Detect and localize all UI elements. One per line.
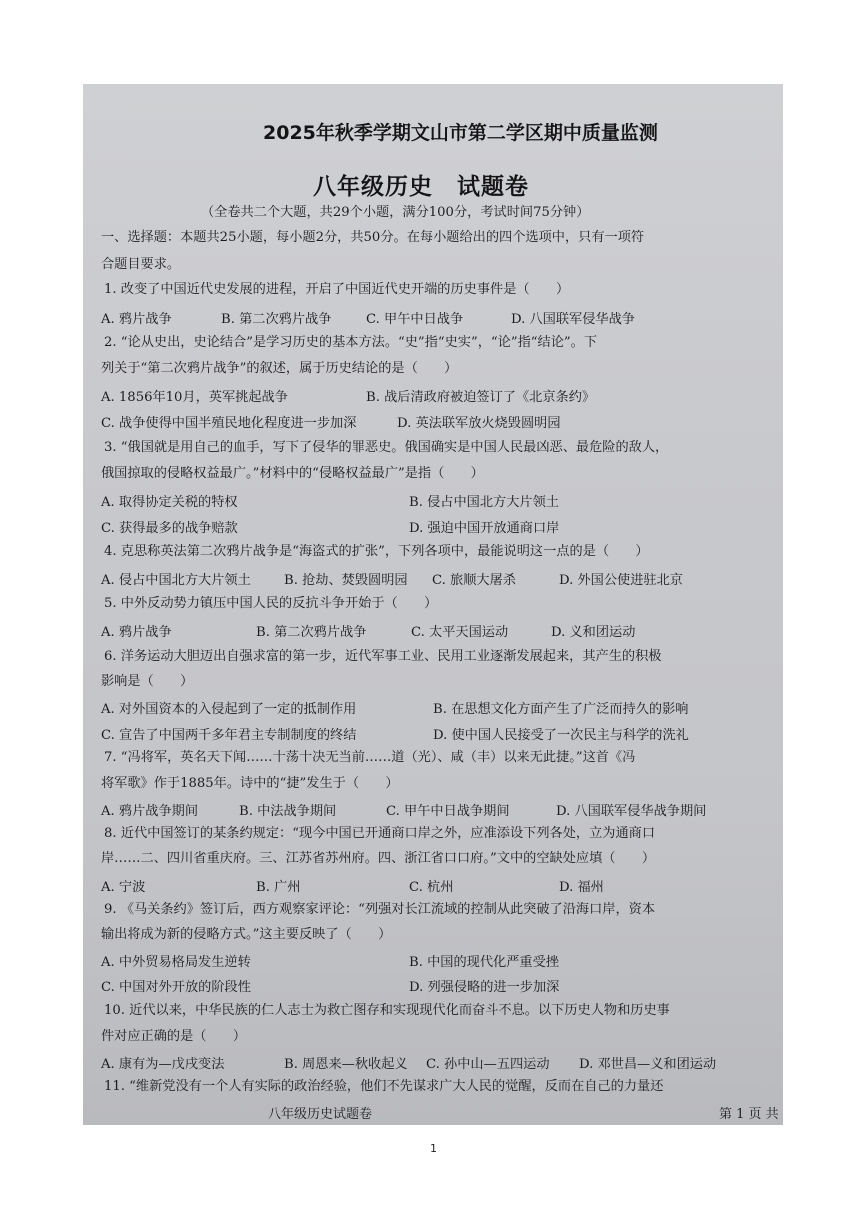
option-a: A. 鸦片战争期间: [101, 804, 199, 819]
option-c: C. 甲午中日战争期间: [386, 804, 510, 819]
option-d: D. 外国公使进驻北京: [559, 573, 683, 588]
question-9-options-ab: [101, 951, 771, 969]
option-a: A. 侵占中国北方大片领土: [101, 573, 251, 588]
question-8-options: [101, 876, 771, 894]
question-2-options-cd: [101, 412, 771, 430]
scanned-exam-page: [83, 84, 783, 1125]
option-b: B. 周恩来—秋收起义: [284, 1057, 408, 1072]
question-10-options: [101, 1053, 771, 1071]
question-4-stem: 4. 克思称英法第二次鸦片战争是“海盗式的扩张”，下列各项中，最能说明这一点的是（ ）: [104, 544, 649, 559]
footer-page-indicator: 第 1 页 共: [719, 1107, 779, 1122]
question-7-options: [101, 800, 771, 818]
question-7-stem: 7. “冯将军，英名天下闻……十荡十决无当前……道（光）、咸（丰）以来无此捷。”这首《冯: [104, 750, 636, 765]
footer-exam-name: 八年级历史试题卷: [268, 1107, 373, 1122]
question-6-stem: 6. 洋务运动大胆迈出自强求富的第一步，近代军事工业、民用工业逐渐发展起来，其产生的积极: [104, 649, 662, 664]
option-d: D. 福州: [559, 880, 604, 895]
option-b: B. 侵占中国北方大片领土: [409, 495, 559, 510]
question-9-stem-cont: 输出将成为新的侵略方式。”这主要反映了（ ）: [101, 927, 392, 942]
question-9-stem: 9. 《马关条约》签订后，西方观察家评论：“列强对长江流域的控制从此突破了沿海口岸，资本: [104, 902, 656, 917]
option-a: A. 鸦片战争: [101, 312, 172, 327]
option-b: B. 第二次鸦片战争: [221, 312, 332, 327]
question-8-stem-cont: 岸……二、四川省重庆府。三、江苏省苏州府。四、浙江省口口府。”文中的空缺处应填（ ）: [101, 851, 656, 866]
question-6-options-cd: [101, 724, 771, 742]
option-b: B. 第二次鸦片战争: [256, 625, 367, 640]
option-a: A. 宁波: [101, 880, 146, 895]
option-a: A. 取得协定关税的特权: [101, 495, 238, 510]
question-3-options-cd: [101, 517, 771, 535]
section-intro-cont: 合题目要求。: [101, 257, 181, 272]
option-d: D. 强迫中国开放通商口岸: [409, 521, 560, 536]
option-d: D. 英法联军放火烧毁圆明园: [397, 416, 561, 431]
option-b: B. 抢劫、焚毁圆明园: [284, 573, 408, 588]
exam-subtitle: 八年级历史 试题卷: [313, 174, 529, 200]
option-d: D. 八国联军侵华战争期间: [556, 804, 707, 819]
option-c: C. 获得最多的战争赔款: [101, 521, 238, 536]
option-b: B. 战后清政府被迫签订了《北京条约》: [366, 390, 596, 405]
question-9-options-cd: [101, 976, 771, 994]
question-3-stem: 3. “俄国就是用自己的血手，写下了侵华的罪恶史。俄国确实是中国人民最凶恶、最危险的敌人，: [104, 440, 669, 455]
option-c: C. 太平天国运动: [411, 625, 509, 640]
option-a: A. 对外国资本的入侵起到了一定的抵制作用: [101, 702, 357, 717]
option-c: C. 杭州: [409, 880, 454, 895]
option-c: C. 甲午中日战争: [366, 312, 464, 327]
question-3-stem-cont: 俄国掠取的侵略权益最广。”材料中的“侵略权益最广”是指（ ）: [101, 466, 484, 481]
option-c: C. 宣告了中国两千多年君主专制制度的终结: [101, 728, 357, 743]
section-intro: 一、选择题：本题共25小题，每小题2分，共50分。在每小题给出的四个选项中，只有一项符: [101, 230, 645, 245]
option-d: D. 列强侵略的进一步加深: [409, 980, 560, 995]
question-6-options-ab: [101, 698, 771, 716]
option-a: A. 中外贸易格局发生逆转: [101, 955, 251, 970]
option-b: B. 中国的现代化严重受挫: [409, 955, 559, 970]
option-d: D. 邓世昌—义和团运动: [579, 1057, 717, 1072]
option-d: D. 八国联军侵华战争: [511, 312, 635, 327]
option-c: C. 孙中山—五四运动: [426, 1057, 550, 1072]
question-5-options: [101, 621, 771, 639]
option-c: C. 中国对外开放的阶段性: [101, 980, 251, 995]
question-2-stem: 2. “论从史出，史论结合”是学习历史的基本方法。“史”指“史实”，“论”指“结论”。下: [104, 335, 598, 350]
option-c: C. 战争使得中国半殖民地化程度进一步加深: [101, 416, 357, 431]
question-11-stem: 11. “维新党没有一个人有实际的政治经验，他们不先谋求广大人民的觉醒，反而在自己的力量还: [104, 1079, 664, 1094]
option-d: D. 使中国人民接受了一次民主与科学的洗礼: [433, 728, 689, 743]
question-10-stem: 10. 近代以来，中华民族的仁人志士为救亡图存和实现现代化而奋斗不息。以下历史人物和历史事: [104, 1003, 670, 1018]
exam-title: 2025年秋季学期文山市第二学区期中质量监测: [263, 122, 658, 144]
question-7-stem-cont: 将军歌》作于1885年。诗中的“捷”发生于（ ）: [101, 776, 399, 791]
option-c: C. 旅顺大屠杀: [432, 573, 516, 588]
question-2-stem-cont: 列关于“第二次鸦片战争”的叙述，属于历史结论的是（ ）: [101, 361, 458, 376]
option-a: A. 1856年10月，英军挑起战争: [101, 390, 288, 405]
option-b: B. 广州: [256, 880, 301, 895]
question-2-options-ab: [101, 386, 771, 404]
option-b: B. 在思想文化方面产生了广泛而持久的影响: [433, 702, 689, 717]
question-5-stem: 5. 中外反动势力镇压中国人民的反抗斗争开始于（ ）: [104, 596, 438, 611]
question-4-options: [101, 569, 771, 587]
question-1-options: [101, 308, 771, 326]
question-3-options-ab: [101, 491, 771, 509]
option-a: A. 鸦片战争: [101, 625, 172, 640]
option-a: A. 康有为—戊戌变法: [101, 1057, 225, 1072]
option-d: D. 义和团运动: [551, 625, 636, 640]
question-1-stem: 1. 改变了中国近代史发展的进程，开启了中国近代史开端的历史事件是（ ）: [104, 282, 570, 297]
option-b: B. 中法战争期间: [239, 804, 337, 819]
question-6-stem-cont: 影响是（ ）: [101, 674, 194, 689]
question-8-stem: 8. 近代中国签订的某条约规定：“现今中国已开通商口岸之外，应准添设下列各处，立为通商口: [104, 826, 656, 841]
page-number: 1: [430, 1142, 437, 1155]
question-10-stem-cont: 件对应正确的是（ ）: [101, 1029, 247, 1044]
exam-note: （全卷共二个大题，共29个小题，满分100分，考试时间75分钟）: [201, 205, 590, 220]
